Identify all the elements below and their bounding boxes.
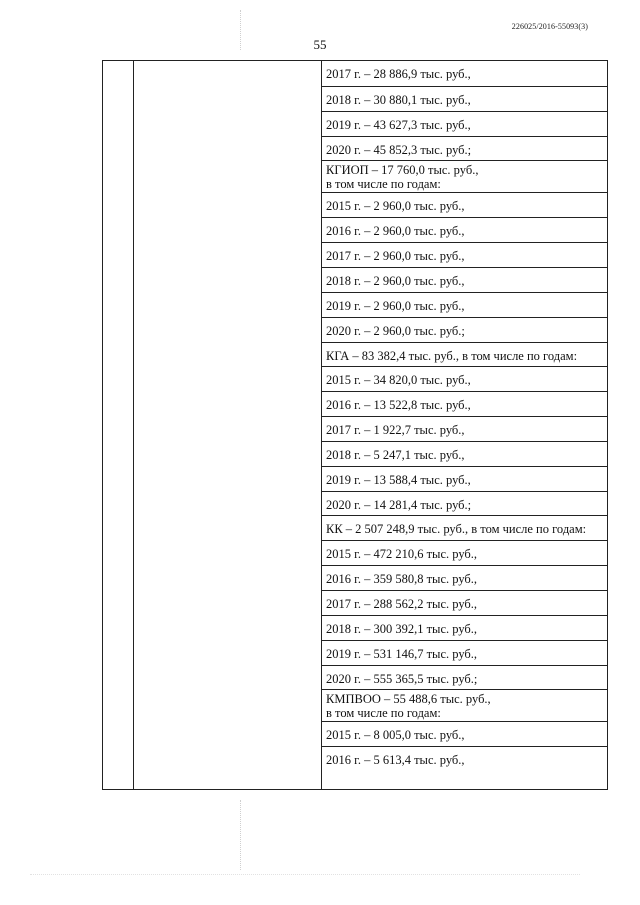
table-row: [321, 590, 607, 616]
row-text: 2019 г. – 43 627,3 тыс. руб.,: [326, 117, 471, 132]
scan-artifact: [30, 874, 580, 876]
row-text: 2018 г. – 30 880,1 тыс. руб.,: [326, 92, 471, 107]
row-text: КГИОП – 17 760,0 тыс. руб., в том числе по годам:: [326, 163, 479, 192]
table-row: [321, 721, 607, 747]
row-text: 2016 г. – 359 580,8 тыс. руб.,: [326, 572, 478, 587]
row-text: 2015 г. – 2 960,0 тыс. руб.,: [326, 199, 465, 214]
table-row: [321, 491, 607, 517]
table-row: [321, 515, 607, 541]
row-text: 2020 г. – 14 281,4 тыс. руб.;: [326, 497, 472, 512]
row-text: 2017 г. – 1 922,7 тыс. руб.,: [326, 423, 465, 438]
table-row: [321, 640, 607, 666]
row-text: 2015 г. – 472 210,6 тыс. руб.,: [326, 547, 478, 562]
row-text: 2020 г. – 2 960,0 тыс. руб.;: [326, 323, 465, 338]
table-row: [321, 366, 607, 392]
row-text: 2016 г. – 5 613,4 тыс. руб.,: [326, 753, 465, 768]
row-text: 2020 г. – 555 365,5 тыс. руб.;: [326, 671, 478, 686]
table-row: [321, 292, 607, 318]
table-row: [321, 746, 607, 772]
row-text: 2017 г. – 28 886,9 тыс. руб.,: [326, 67, 471, 81]
table-row: [321, 540, 607, 566]
row-text: 2015 г. – 8 005,0 тыс. руб.,: [326, 728, 465, 743]
row-text: 2015 г. – 34 820,0 тыс. руб.,: [326, 373, 471, 388]
page-number: 55: [313, 37, 327, 52]
row-text: 2017 г. – 288 562,2 тыс. руб.,: [326, 597, 478, 611]
table-row: [321, 416, 607, 442]
row-text: 2019 г. – 13 588,4 тыс. руб.,: [326, 472, 471, 487]
row-text: КГА – 83 382,4 тыс. руб., в том числе по годам:: [326, 348, 578, 363]
row-text: КК – 2 507 248,9 тыс. руб., в том числе по годам:: [326, 522, 587, 537]
table-row: [321, 665, 607, 691]
row-text: 2019 г. – 531 146,7 тыс. руб.,: [326, 646, 478, 661]
table-row: [321, 160, 607, 193]
table-row: [321, 61, 607, 86]
table-row: [321, 242, 607, 268]
table-row: [321, 342, 607, 368]
table-row: [321, 192, 607, 218]
table-row: [321, 689, 607, 722]
table-row: [321, 267, 607, 293]
table-row: [321, 441, 607, 467]
table-row: [321, 136, 607, 162]
row-text: КМПВОО – 55 488,6 тыс. руб., в том числе по годам:: [326, 692, 491, 721]
table-row: [321, 466, 607, 492]
document-id: 226025/2016-55093(3): [511, 22, 588, 31]
scan-artifact: [240, 800, 241, 870]
table-row: [321, 391, 607, 417]
table-row: [321, 111, 607, 137]
column-divider: [133, 61, 134, 789]
scan-artifact: [240, 10, 241, 50]
row-text: 2018 г. – 300 392,1 тыс. руб.,: [326, 621, 478, 636]
row-text: 2016 г. – 13 522,8 тыс. руб.,: [326, 398, 471, 413]
table-row: [321, 565, 607, 591]
row-text: 2016 г. – 2 960,0 тыс. руб.,: [326, 224, 465, 239]
row-text: 2018 г. – 2 960,0 тыс. руб.,: [326, 273, 465, 288]
row-text: 2018 г. – 5 247,1 тыс. руб.,: [326, 447, 465, 462]
table-rows: [321, 61, 607, 789]
table-row: [321, 615, 607, 641]
table-row: [321, 317, 607, 343]
row-text: 2020 г. – 45 852,3 тыс. руб.;: [326, 142, 472, 157]
table-row: [321, 217, 607, 243]
data-table: [102, 60, 608, 790]
row-text: 2019 г. – 2 960,0 тыс. руб.,: [326, 298, 465, 313]
row-text: 2017 г. – 2 960,0 тыс. руб.,: [326, 249, 465, 264]
table-row: [321, 86, 607, 112]
